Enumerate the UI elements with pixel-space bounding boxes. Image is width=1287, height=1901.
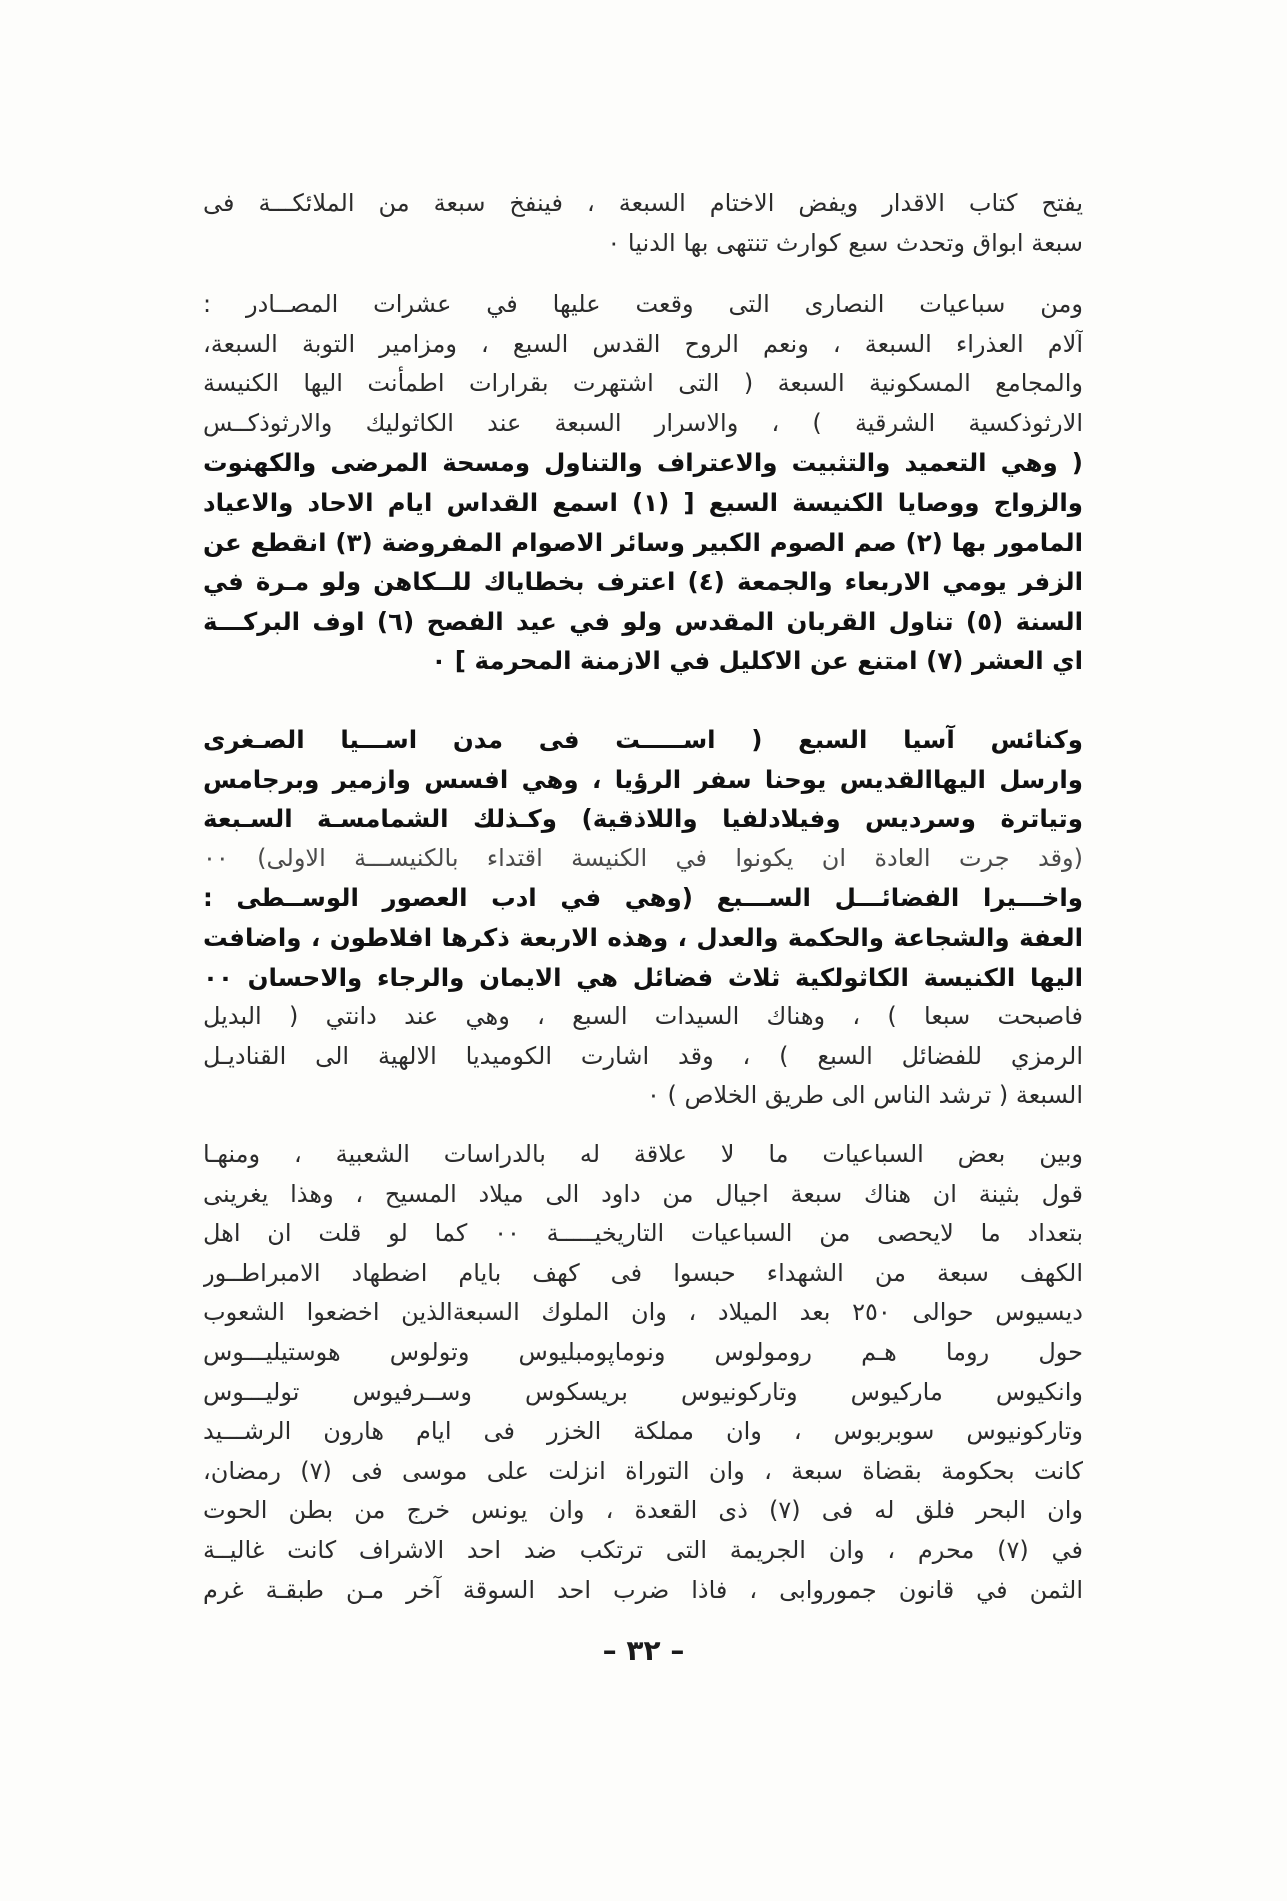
text-line: السبعة ( ترشد الناس الى طريق الخلاص ) ٠ xyxy=(646,1081,1083,1110)
text-line: كانت بحكومة بقضاة سبعة ، وان التوراة انزلت على موسى فى (٧) رمضان، xyxy=(203,1456,1083,1485)
text-line-bold: اليها الكنيسة الكاثولكية ثلاث فضائل هي الايمان والرجاء والاحسان ٠٠ xyxy=(203,962,1083,992)
text-line: وانكيوس ماركيوس وتاركونيوس بريسكوس وســرفيوس توليـــوس xyxy=(203,1377,1083,1406)
text-line: والمجامع المسكونية السبعة ( التى اشتهرت بقرارات اطمأنت اليها الكنيسة xyxy=(203,369,1083,398)
text-line: آلام العذراء السبعة ، ونعم الروح القدس السبع ، ومزامير التوبة السبعة، xyxy=(203,329,1083,358)
paragraph-3 xyxy=(203,720,1083,1116)
text-line: سبعة ابواق وتحدث سبع كوارث تنتهى بها الدنيا ٠ xyxy=(607,228,1083,257)
text-line-bold: ( وهي التعميد والتثبيت والاعتراف والتناول ومسحة المرضى والكهنوت xyxy=(203,448,1083,478)
text-line-bold: اي العشر (٧) امتنع عن الاكليل في الازمنة المحرمة ] ٠ xyxy=(431,646,1083,676)
text-line-bold: المامور بها (٢) صم الصوم الكبير وسائر الاصوام المفروضة (٣) انقطع عن xyxy=(203,527,1083,557)
paragraph-4 xyxy=(203,1135,1083,1610)
paragraph-2 xyxy=(203,285,1083,681)
text-line: الرمزي للفضائل السبع ) ، وقد اشارت الكوميديا الالهية الى القناديـل xyxy=(203,1041,1083,1070)
text-line-bold: وارسل اليهاالقديس يوحنا سفر الرؤيا ، وهي افسس وازمير وبرجامس xyxy=(203,764,1083,794)
text-line: في (٧) محرم ، وان الجريمة التى ترتكب ضد احد الاشراف كانت غاليــة xyxy=(203,1535,1083,1564)
text-line: الارثوذكسية الشرقية ) ، والاسرار السبعة عند الكاثوليك والارثوذكــس xyxy=(203,408,1083,437)
text-line: بتعداد ما لايحصى من السباعيات التاريخيـــــة ٠٠ كما لو قلت ان اهل xyxy=(203,1219,1083,1248)
text-line: الكهف سبعة من الشهداء حبسوا فى كهف بايام اضطهاد الامبراطــور xyxy=(203,1258,1083,1287)
text-line: وتاركونيوس سوبربوس ، وان مملكة الخزر فى ايام هارون الرشـــيد xyxy=(203,1417,1083,1446)
text-line: حول روما هـم رومولوس ونوماپومبليوس وتولوس هوستيليـــوس xyxy=(203,1337,1083,1366)
text-line: (وقد جرت العادة ان يكونوا في الكنيسة اقتداء بالكنيســـة الاولى) ٠٠ xyxy=(203,843,1083,872)
text-line: يفتح كتاب الاقدار ويفض الاختام السبعة ، فينفخ سبعة من الملائكـــة فى xyxy=(203,189,1083,217)
text-line: فاصبحت سبعا ) ، وهناك السيدات السبع ، وهي عند دانتي ( البديل xyxy=(203,1002,1083,1031)
text-line-bold: وتياترة وسرديس وفيلادلفيا واللاذقية) وكـذلك الشمامسـة السـبعة xyxy=(203,804,1083,834)
text-line: وبين بعض السباعيات ما لا علاقة له بالدراسات الشعبية ، ومنهـا xyxy=(203,1140,1083,1168)
text-line: وان البحر فلق له فى (٧) ذى القعدة ، وان يونس خرج من بطن الحوت xyxy=(203,1496,1083,1525)
text-line-bold: السنة (٥) تناول القربان المقدس ولو في عيد الفصح (٦) اوف البركـــة xyxy=(203,606,1083,636)
text-line: الثمن في قانون جموروابى ، فاذا ضرب احد السوقة آخر مـن طبقـة غرم xyxy=(203,1575,1083,1604)
text-line: قول بثينة ان هناك سبعة اجيال من داود الى ميلاد المسيح ، وهذا يغرينى xyxy=(203,1179,1083,1208)
text-line: ديسيوس حوالى ٢٥٠ بعد الميلاد ، وان الملوك السبعةالذين اخضعوا الشعوب xyxy=(203,1298,1083,1327)
text-line-bold: العفة والشجاعة والحكمة والعدل ، وهذه الاربعة ذكرها افلاطون ، واضافت xyxy=(203,922,1083,952)
text-line: ومن سباعيات النصارى التى وقعت عليها في عشرات المصــادر : xyxy=(203,290,1083,318)
text-line-bold: وكنائس آسيا السبع ( اســـــت فى مدن اســـيا الصـغرى xyxy=(203,725,1083,754)
paragraph-1 xyxy=(203,184,1083,263)
text-line-bold: واخـــيرا الفضائـــل الســـبع (وهي في ادب العصور الوســطى : xyxy=(203,883,1083,913)
page-number: – ٣٢ – xyxy=(602,1634,685,1667)
text-line-bold: والزواج ووصايا الكنيسة السبع [ (١) اسمع القداس ايام الاحاد والاعياد xyxy=(203,487,1083,517)
text-line-bold: الزفر يومي الاربعاء والجمعة (٤) اعترف بخطاياك للــكاهن ولو مـرة في xyxy=(203,567,1083,597)
